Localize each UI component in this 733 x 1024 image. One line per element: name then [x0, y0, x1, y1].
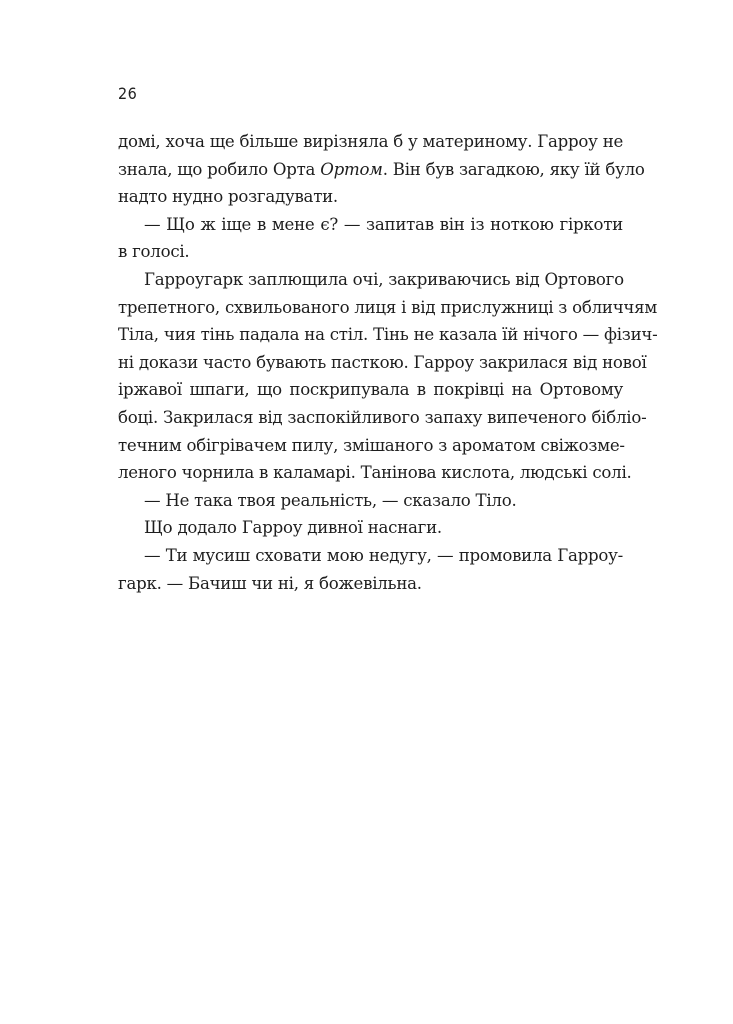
text-line: трепетного, схвильованого лиця і від прислужниці з обличчям: [118, 297, 658, 317]
text-line: іржавої шпаги, що поскрипувала в покрівці на Ортовому: [118, 380, 623, 400]
text-line: гарк. — Бачиш чи ні, я божевільна.: [118, 573, 422, 593]
emphasis-text: Ортом: [320, 159, 383, 179]
body-text: [118, 128, 658, 597]
text-line: в голосі.: [118, 242, 190, 262]
text-line: Тіла, чия тінь падала на стіл. Тінь не казала їй нічого — фізич-: [118, 325, 658, 345]
text-line: Гарроугарк заплющила очі, закриваючись від Ортового: [144, 269, 624, 289]
text-line: — Що ж іще в мене є? — запитав він із ноткою гіркоти: [144, 214, 623, 234]
text-line: течним обігрівачем пилу, змішаного з ароматом свіжозме-: [118, 435, 625, 455]
text-line: — Ти мусиш сховати мою недугу, — промовила Гарроу-: [144, 545, 623, 565]
page-number: 26: [118, 84, 138, 103]
text-line: знала, що робило Орта Ортом. Він був загадкою, яку їй було: [118, 159, 645, 179]
text-line: боці. Закрилася від заспокійливого запаху випеченого бібліо-: [118, 407, 647, 427]
text-line: леного чорнила в каламарі. Танінова кислота, людські солі.: [118, 463, 632, 483]
text-line: домі, хоча ще більше вирізняла б у материному. Гарроу не: [118, 132, 624, 151]
text-line: — Не така твоя реальність, — сказало Тіло.: [144, 490, 517, 510]
text-line: Що додало Гарроу дивної наснаги.: [144, 518, 442, 538]
text-line: ні докази часто бувають пасткою. Гарроу закрилася від нової: [118, 352, 647, 372]
text-line: надто нудно розгадувати.: [118, 187, 338, 207]
